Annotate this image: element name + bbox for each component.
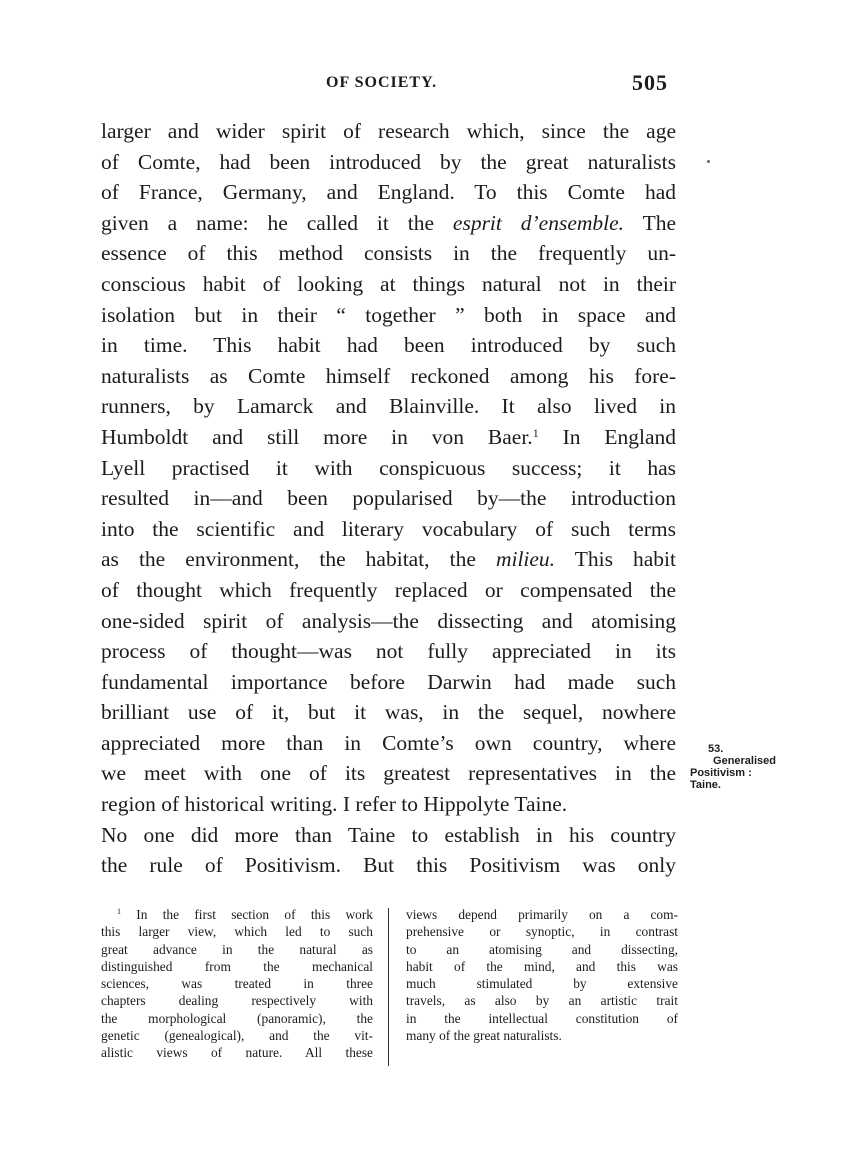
body-line: runners, by Lamarck and Blainville. It also lived in <box>101 394 676 419</box>
body-line: one-sided spirit of analysis—the dissecting and atomising <box>101 608 676 633</box>
body-line-paragraph-start: No one did more than Taine to establish in his country <box>101 822 676 847</box>
footnote-line: much stimulated by extensive <box>406 976 678 992</box>
sidenote-line: Taine. <box>690 779 721 791</box>
footnote-line: many of the great naturalists. <box>406 1028 562 1044</box>
body-line: region of historical writing. I refer to Hippolyte Taine. <box>101 792 568 817</box>
footnote-line: travels, as also by an artistic trait <box>406 993 678 1009</box>
body-text-run: The <box>642 210 677 235</box>
italic-word: milieu. <box>495 547 556 572</box>
italic-phrase: esprit d’ensemble. <box>452 210 625 235</box>
body-line: essence of this method consists in the frequently un- <box>101 241 676 266</box>
body-line: the rule of Positivism. But this Positivism was only <box>101 853 676 878</box>
running-title: OF SOCIETY. <box>326 74 438 91</box>
footnote-line: sciences, was treated in three <box>101 976 373 992</box>
body-text-run: Humboldt and still more in von Baer. <box>101 424 533 449</box>
footnote-line: great advance in the natural as <box>101 941 373 957</box>
body-line: into the scientific and literary vocabulary of such terms <box>101 516 676 541</box>
sidenote-line: Positivism : <box>690 767 752 779</box>
body-text-run: This habit <box>574 547 676 572</box>
footnote-line: in the intellectual constitution of <box>406 1010 678 1026</box>
footnote-line: the morphological (panoramic), the <box>101 1010 373 1026</box>
footnote-line: alistic views of nature. All these <box>101 1045 373 1061</box>
body-line: of France, Germany, and England. To this Comte had <box>101 180 676 205</box>
sidenote-number: 53. <box>708 743 724 755</box>
body-line: appreciated more than in Comte’s own country, where <box>101 730 676 755</box>
body-text-run: given a name: he called it the <box>101 210 435 235</box>
sidenote-line: Generalised <box>713 755 776 767</box>
body-line: process of thought—was not fully appreciated in its <box>101 639 676 664</box>
footnote-line: distinguished from the mechanical <box>101 958 373 974</box>
body-line <box>101 422 676 453</box>
footnote-line: prehensive or synoptic, in contrast <box>406 924 678 940</box>
footnote-line <box>101 906 373 923</box>
footnote-line: chapters dealing respectively with <box>101 993 373 1009</box>
footnote-number: 1 <box>117 907 121 916</box>
body-line: conscious habit of looking at things natural not in their <box>101 271 676 296</box>
footnote-line: habit of the mind, and this was <box>406 958 678 974</box>
footnote-text-run: In the first section of this work <box>136 907 373 922</box>
body-line: Lyell practised it with conspicuous success; it has <box>101 455 676 480</box>
footnote-line: genetic (genealogical), and the vit- <box>101 1028 373 1044</box>
footnote-line: to an atomising and dissecting, <box>406 941 678 957</box>
footnotes <box>101 906 677 1076</box>
footnote-column-divider <box>388 908 389 1066</box>
body-text-run: In England <box>562 424 676 449</box>
page-number: 505 <box>632 70 668 95</box>
footnote-line: views depend primarily on a com- <box>406 907 678 922</box>
body-line: we meet with one of its greatest representatives in the <box>101 761 676 786</box>
footnote-column-right <box>406 906 678 1044</box>
footnote-marker: 1 <box>532 425 539 440</box>
body-line: brilliant use of it, but it was, in the sequel, nowhere <box>101 700 676 725</box>
body-text <box>101 116 676 881</box>
footnote-column-left <box>101 906 373 1062</box>
body-line: naturalists as Comte himself reckoned among his fore- <box>101 363 676 388</box>
body-line <box>101 544 676 575</box>
running-head <box>0 70 850 100</box>
body-line <box>101 208 676 239</box>
body-line: of thought which frequently replaced or compensated the <box>101 577 676 602</box>
body-line: of Comte, had been introduced by the great naturalists <box>101 149 676 174</box>
body-line: resulted in—and been popularised by—the introduction <box>101 486 676 511</box>
body-text-run: as the environment, the habitat, the <box>101 547 476 572</box>
body-line: fundamental importance before Darwin had made such <box>101 669 676 694</box>
body-line: in time. This habit had been introduced by such <box>101 333 676 358</box>
print-speck <box>707 160 710 163</box>
body-line: isolation but in their “ together ” both in space and <box>101 302 676 327</box>
margin-sidenote <box>684 743 784 791</box>
body-line: larger and wider spirit of research which, since the age <box>101 119 676 143</box>
footnote-line: this larger view, which led to such <box>101 924 373 940</box>
